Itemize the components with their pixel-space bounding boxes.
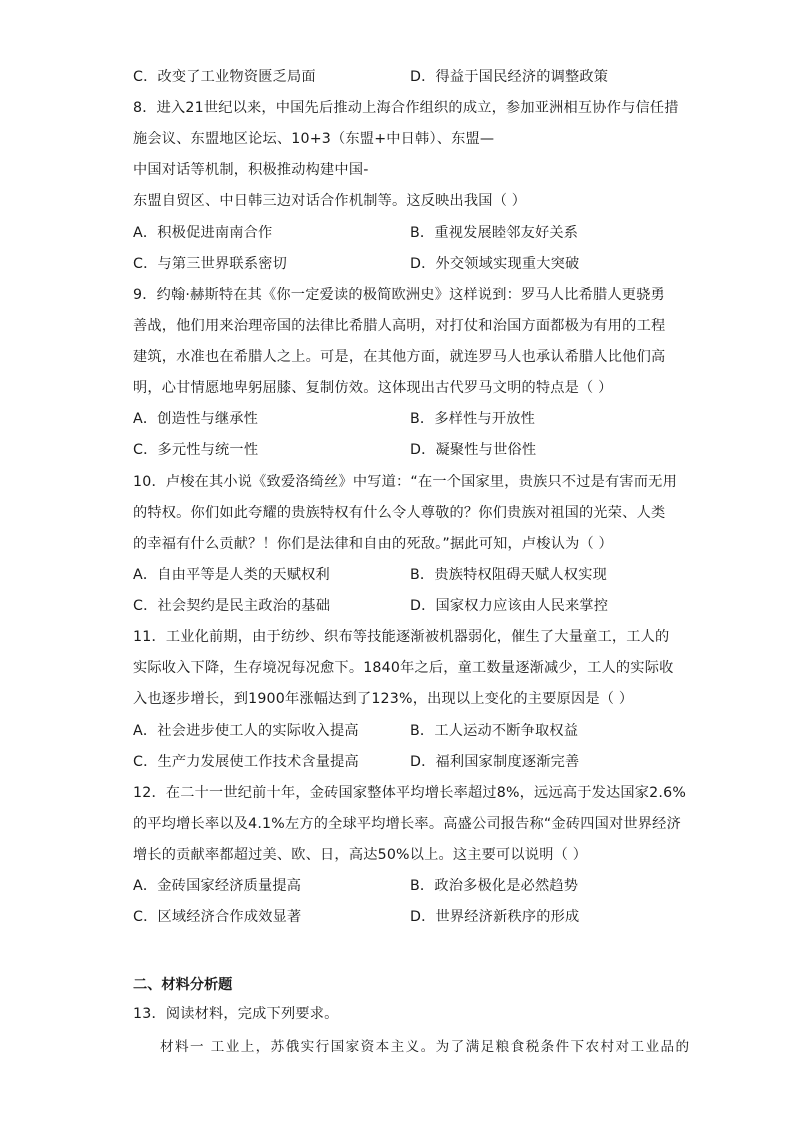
q7-option-d[interactable]: D．得益于国民经济的调整政策 <box>410 69 609 85</box>
q9-stem-line-2: 善战，他们用来治理帝国的法律比希腊人高明，对打仗和治国方面都极为有用的工程 <box>133 318 666 334</box>
q10-option-d[interactable]: D．国家权力应该由人民来掌控 <box>410 598 609 614</box>
section-heading: 二、材料分析题 <box>133 977 233 993</box>
q12-stem-line-1: 12．在二十一世纪前十年，金砖国家整体平均增长率超过8%，远远高于发达国家2.6% <box>133 785 686 801</box>
q12-option-b[interactable]: B．政治多极化是必然趋势 <box>410 878 579 894</box>
q8-stem-line-1: 8．进入21世纪以来，中国先后推动上海合作组织的成立，参加亚洲相互协作与信任措 <box>133 100 679 116</box>
q9-option-c[interactable]: C．多元性与统一性 <box>133 442 259 458</box>
q9-option-b[interactable]: B．多样性与开放性 <box>410 411 536 427</box>
q11-stem-line-1: 11．工业化前期，由于纺纱、织布等技能逐渐被机器弱化，催生了大量童工，工人的 <box>133 629 670 645</box>
q11-option-d[interactable]: D．福利国家制度逐渐完善 <box>410 754 580 770</box>
q9-stem-line-3: 建筑，水准也在希腊人之上。可是，在其他方面，就连罗马人也承认希腊人比他们高 <box>133 349 666 365</box>
q8-stem-line-2: 施会议、东盟地区论坛、10+3（东盟+中日韩）、东盟— <box>133 131 495 147</box>
q10-stem-line-1: 10．卢梭在其小说《致爱洛绮丝》中写道：“在一个国家里，贵族只不过是有害而无用 <box>133 474 677 490</box>
q8-option-a[interactable]: A．积极促进南南合作 <box>133 225 273 241</box>
q11-stem-line-2: 实际收入下降，生存境况每况愈下。1840年之后，童工数量逐渐减少，工人的实际收 <box>133 660 674 676</box>
q10-stem-line-3: 的幸福有什么贡献？！你们是法律和自由的死敌。”据此可知，卢梭认为（ ） <box>133 536 613 552</box>
q8-stem-line-4: 东盟自贸区、中日韩三边对话合作机制等。这反映出我国（ ） <box>133 193 527 209</box>
q12-stem-line-3: 增长的贡献率都超过美、欧、日，高达50%以上。这主要可以说明（ ） <box>133 847 588 863</box>
q8-option-d[interactable]: D．外交领域实现重大突破 <box>410 256 580 272</box>
q11-option-b[interactable]: B．工人运动不断争取权益 <box>410 723 579 739</box>
q9-option-d[interactable]: D．凝聚性与世俗性 <box>410 442 537 458</box>
q8-stem-line-3: 中国对话等机制，积极推动构建中国- <box>133 162 369 178</box>
q12-option-a[interactable]: A．金砖国家经济质量提高 <box>133 878 302 894</box>
q11-option-a[interactable]: A．社会进步使工人的实际收入提高 <box>133 723 359 739</box>
q12-option-d[interactable]: D．世界经济新秩序的形成 <box>410 909 580 925</box>
q11-stem-line-3: 入也逐步增长，到1900年涨幅达到了123%，出现以上变化的主要原因是（ ） <box>133 691 634 707</box>
q13-material-1: 材料一 工业上，苏俄实行国家资本主义。为了满足粮食税条件下农村对工业品的 <box>160 1039 691 1055</box>
q9-option-a[interactable]: A．创造性与继承性 <box>133 411 259 427</box>
q10-option-a[interactable]: A．自由平等是人类的天赋权利 <box>133 567 330 583</box>
q8-option-c[interactable]: C．与第三世界联系密切 <box>133 256 287 272</box>
q9-stem-line-1: 9．约翰·赫斯特在其《你一定爱读的极简欧洲史》这样说到：罗马人比希腊人更骁勇 <box>133 287 665 303</box>
q10-stem-line-2: 的特权。你们如此夸耀的贵族特权有什么令人尊敬的？你们贵族对祖国的光荣、人类 <box>133 505 666 521</box>
q9-stem-line-4: 明，心甘情愿地卑躬屈膝、复制仿效。这体现出古代罗马文明的特点是（ ） <box>133 380 613 396</box>
q12-option-c[interactable]: C．区域经济合作成效显著 <box>133 909 302 925</box>
q10-option-c[interactable]: C．社会契约是民主政治的基础 <box>133 598 331 614</box>
q12-stem-line-2: 的平均增长率以及4.1%左方的全球平均增长率。高盛公司报告称“金砖四国对世界经济 <box>133 816 681 832</box>
q11-option-c[interactable]: C．生产力发展使工作技术含量提高 <box>133 754 359 770</box>
q10-option-b[interactable]: B．贵族特权阻碍天赋人权实现 <box>410 567 607 583</box>
q8-option-b[interactable]: B．重视发展睦邻友好关系 <box>410 225 579 241</box>
q7-option-c[interactable]: C．改变了工业物资匮乏局面 <box>133 69 316 85</box>
q13-stem: 13．阅读材料，完成下列要求。 <box>133 1006 339 1022</box>
